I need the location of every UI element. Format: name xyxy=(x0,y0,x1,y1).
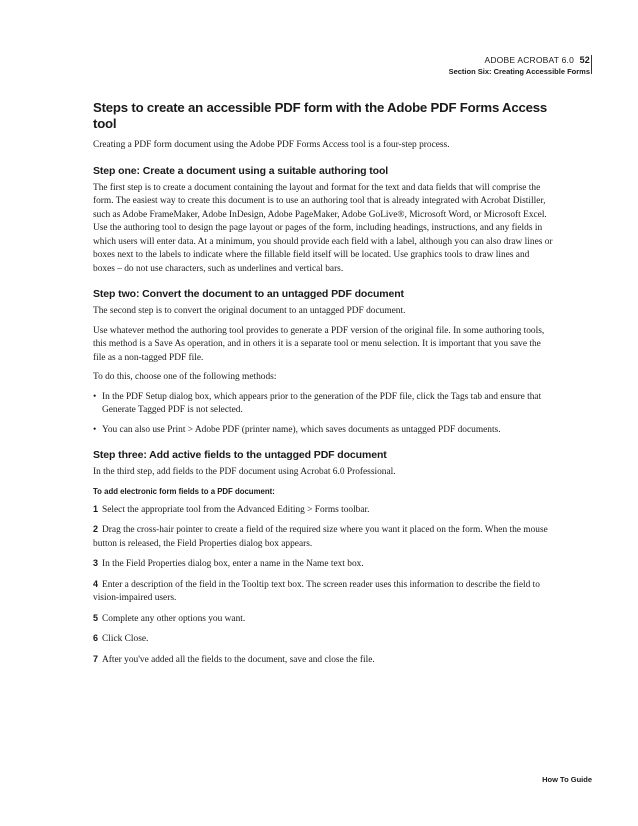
step-text: Select the appropriate tool from the Advanced Editing > Forms toolbar. xyxy=(102,504,370,515)
step-number: 7 xyxy=(93,653,99,664)
page-footer: How To Guide xyxy=(542,775,592,784)
list-item xyxy=(93,557,553,572)
step-text: Click Close. xyxy=(102,634,149,644)
step-number: 5 xyxy=(93,612,99,623)
step-number: 4 xyxy=(93,578,99,589)
page-number: 52 xyxy=(579,55,590,65)
step-text: In the Field Properties dialog box, enter a name in the Name text box. xyxy=(102,559,364,569)
running-header xyxy=(449,54,590,78)
step-one-section xyxy=(93,165,553,277)
step-two-section xyxy=(93,288,553,437)
step-number: 2 xyxy=(93,524,99,534)
list-item: • You can also use Print > Adobe PDF (printer name), which saves documents as untagged PDF documents. xyxy=(93,424,553,438)
step-three-section xyxy=(93,449,553,667)
list-item xyxy=(93,612,553,627)
section-title: Section Six: Creating Accessible Forms xyxy=(448,67,590,76)
step-two-para2: Use whatever method the authoring tool provides to generate a PDF version of the original file. In some authoring tools, this method is a Save As operation, and in others it is a separate tool or menu selection. It is important that you save the file as a non-tagged PDF file. xyxy=(93,325,545,363)
intro-paragraph: Creating a PDF form document using the Adobe PDF Forms Access tool is a four-step process. xyxy=(93,140,450,150)
step-two-heading: Step two: Convert the document to an untagged PDF document xyxy=(93,288,404,300)
main-content xyxy=(93,100,553,673)
step-three-para1: In the third step, add fields to the PDF document using Acrobat 6.0 Professional. xyxy=(93,467,396,477)
step-one-body: The first step is to create a document containing the layout and format for the text and data fields that will comprise the form. The easiest way to create this document is to use an authoring tool that is already integrated with Acrobat Distiller, such as Adobe FrameMaker, Adobe InDesign, Adobe PageMaker, Adobe GoLive®, Microsoft Word, or Microsoft Excel. Use the authoring tool to design the page layout or pages of the form, including headings, instructions, and any fields in which users will enter data. At a minimum, you should provide each field with a label, although you can also draw lines or boxes next to the labels to indicate where the fillable field itself will be located. Use graphics tools to draw lines and boxes – do not use characters, such as underlines and vertical bars. xyxy=(93,182,553,274)
header-divider xyxy=(591,55,592,74)
step-two-para1: The second step is to convert the original document to an untagged PDF document. xyxy=(93,306,406,316)
step-text: Drag the cross-hair pointer to create a field of the required size where you want it placed on the form. When the mouse button is released, the Field Properties dialog box appears. xyxy=(93,525,548,549)
step-number: 1 xyxy=(93,503,99,514)
list-item xyxy=(93,503,553,518)
step-two-para3: To do this, choose one of the following methods: xyxy=(93,372,277,382)
step-three-heading: Step three: Add active fields to the untagged PDF document xyxy=(93,449,387,461)
list-item xyxy=(93,653,553,668)
list-item: • In the PDF Setup dialog box, which appears prior to the generation of the PDF file, click the Tags tab and ensure that Generate Tagged PDF is not selected. xyxy=(93,391,553,418)
step-one-heading: Step one: Create a document using a suitable authoring tool xyxy=(93,164,389,177)
procedure-steps xyxy=(93,503,553,668)
list-item xyxy=(93,578,553,606)
list-item xyxy=(93,523,553,551)
step-text: Complete any other options you want. xyxy=(102,613,246,624)
methods-list xyxy=(93,391,553,438)
page-title: Steps to create an accessible PDF form with the Adobe PDF Forms Access tool xyxy=(93,100,548,131)
list-item xyxy=(93,632,553,647)
step-text: After you've added all the fields to the document, save and close the file. xyxy=(102,654,375,665)
step-text: Enter a description of the field in the Tooltip text box. The screen reader uses this information to describe the field to vision-impaired users. xyxy=(93,579,540,603)
product-name: ADOBE ACROBAT 6.0 xyxy=(484,55,575,65)
procedure-heading: To add electronic form fields to a PDF document: xyxy=(93,486,275,496)
step-number: 3 xyxy=(93,558,99,568)
step-number: 6 xyxy=(93,633,99,643)
